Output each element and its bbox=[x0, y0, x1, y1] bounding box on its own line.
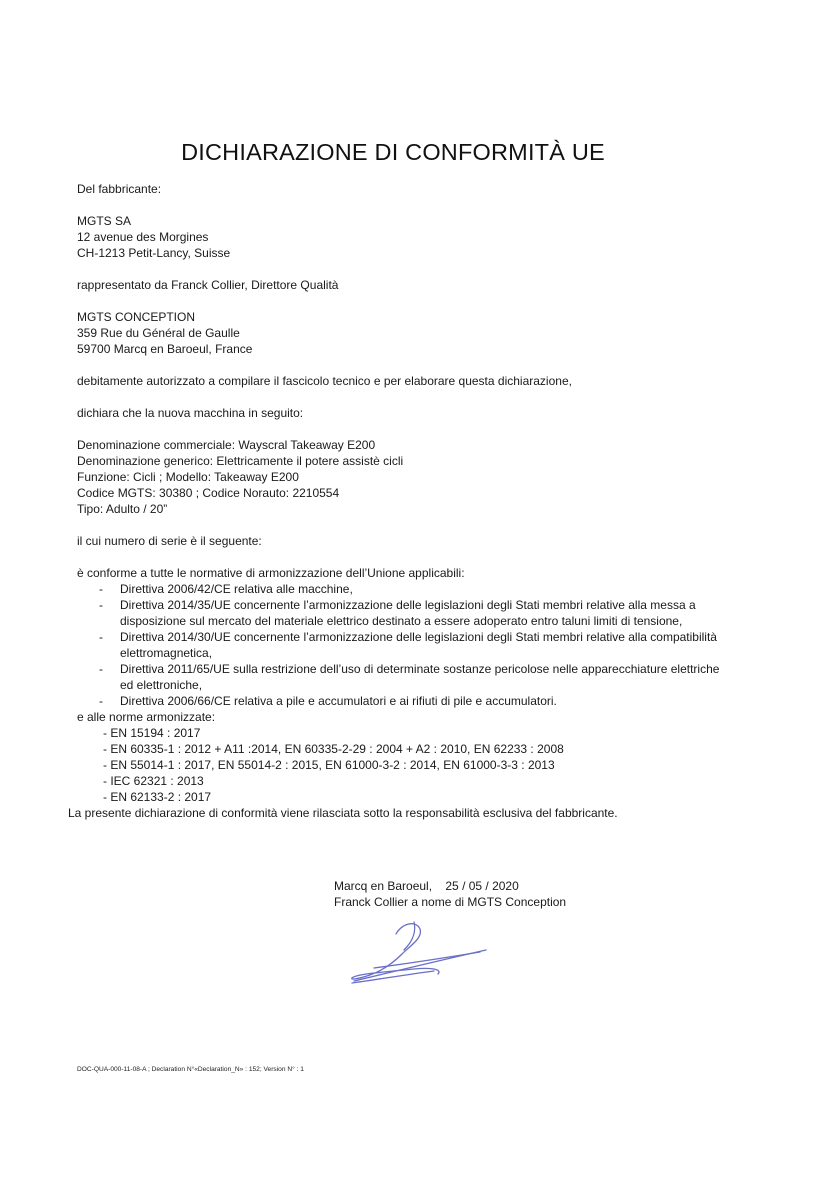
bullet-dash: - bbox=[99, 582, 103, 596]
bullet-dash: - bbox=[99, 598, 103, 612]
representative-address-line-2: 59700 Marcq en Baroeul, France bbox=[77, 342, 253, 356]
norm-item: - EN 15194 : 2017 bbox=[103, 726, 201, 740]
manufacturer-intro: Del fabbricante: bbox=[77, 182, 162, 196]
list-item bbox=[77, 581, 757, 597]
bullet-dash: - bbox=[99, 630, 103, 644]
directive-text: Direttiva 2006/42/CE relativa alle macchine, bbox=[120, 582, 353, 596]
manufacturer-address-line-2: CH-1213 Petit-Lancy, Suisse bbox=[77, 246, 231, 260]
authorization-statement: debitamente autorizzato a compilare il fascicolo tecnico e per elaborare questa dichiarazione, bbox=[77, 374, 572, 388]
manufacturer-address-line-1: 12 avenue des Morgines bbox=[77, 230, 209, 244]
bullet-dash: - bbox=[99, 662, 103, 676]
closing-statement: La presente dichiarazione di conformità viene rilasciata sotto la responsabilità esclusiva del fabbricante. bbox=[68, 806, 618, 820]
place-date: Marcq en Baroeul, 25 / 05 / 2020 bbox=[334, 879, 519, 893]
representative-name: MGTS CONCEPTION bbox=[77, 310, 196, 324]
directives-list bbox=[77, 581, 757, 709]
directive-text: Direttiva 2011/65/UE sulla restrizione dell’uso di determinate sostanze pericolose nelle apparecchiature elettriche ed elettroniche, bbox=[120, 662, 720, 692]
signatory: Franck Collier a nome di MGTS Conception bbox=[334, 895, 567, 909]
product-generic-name: Denominazione generico: Elettricamente il potere assistè cicli bbox=[77, 454, 404, 468]
document-body bbox=[68, 181, 757, 821]
bullet-dash: - bbox=[99, 694, 103, 708]
product-codes: Codice MGTS: 30380 ; Codice Norauto: 2210554 bbox=[77, 486, 340, 500]
represented-by: rappresentato da Franck Collier, Direttore Qualità bbox=[77, 278, 339, 292]
list-item bbox=[77, 661, 757, 693]
norms-intro: e alle norme armonizzate: bbox=[77, 710, 216, 724]
norm-item: - IEC 62321 : 2013 bbox=[103, 774, 204, 788]
norm-item: - EN 60335-1 : 2012 + A11 :2014, EN 60335-2-29 : 2004 + A2 : 2010, EN 62233 : 2008 bbox=[103, 742, 564, 756]
list-item bbox=[77, 693, 757, 709]
declaration-statement: dichiara che la nuova macchina in seguito: bbox=[77, 406, 304, 420]
serial-number-statement: il cui numero di serie è il seguente: bbox=[77, 534, 262, 548]
representative-address-line-1: 359 Rue du Général de Gaulle bbox=[77, 326, 240, 340]
manufacturer-name: MGTS SA bbox=[77, 214, 132, 228]
product-commercial-name: Denominazione commerciale: Wayscral Takeaway E200 bbox=[77, 438, 376, 452]
conformity-intro: è conforme a tutte le normative di armonizzazione dell’Unione applicabili: bbox=[77, 566, 465, 580]
product-function-model: Funzione: Cicli ; Modello: Takeaway E200 bbox=[77, 470, 299, 484]
document-footer: DOC-QUA-000-11-08-A ; Declaration N°«Declaration_N» : 152; Version N° : 1 bbox=[77, 1066, 304, 1073]
signature-block bbox=[334, 878, 566, 910]
list-item bbox=[77, 597, 757, 629]
directive-text: Direttiva 2006/66/CE relativa a pile e accumulatori e ai rifiuti di pile e accumulatori. bbox=[120, 694, 557, 708]
norm-item: - EN 55014-1 : 2017, EN 55014-2 : 2015, EN 61000-3-2 : 2014, EN 61000-3-3 : 2013 bbox=[103, 758, 555, 772]
directive-text: Direttiva 2014/30/UE concernente l’armonizzazione delle legislazioni degli Stati membri relative alla compatibilità elettromagnetica, bbox=[120, 630, 717, 660]
list-item bbox=[77, 629, 757, 661]
norms-list bbox=[77, 725, 757, 805]
handwritten-signature bbox=[344, 914, 490, 986]
directive-text: Direttiva 2014/35/UE concernente l’armonizzazione delle legislazioni degli Stati membri relative alla messa a disposizione sul mercato del materiale elettrico destinato a essere adoperato entro taluni limiti di tensione, bbox=[120, 598, 696, 628]
product-type: Tipo: Adulto / 20” bbox=[77, 502, 168, 516]
norm-item: - EN 62133-2 : 2017 bbox=[103, 790, 212, 804]
document-title: DICHIARAZIONE DI CONFORMITÀ UE bbox=[181, 139, 605, 165]
